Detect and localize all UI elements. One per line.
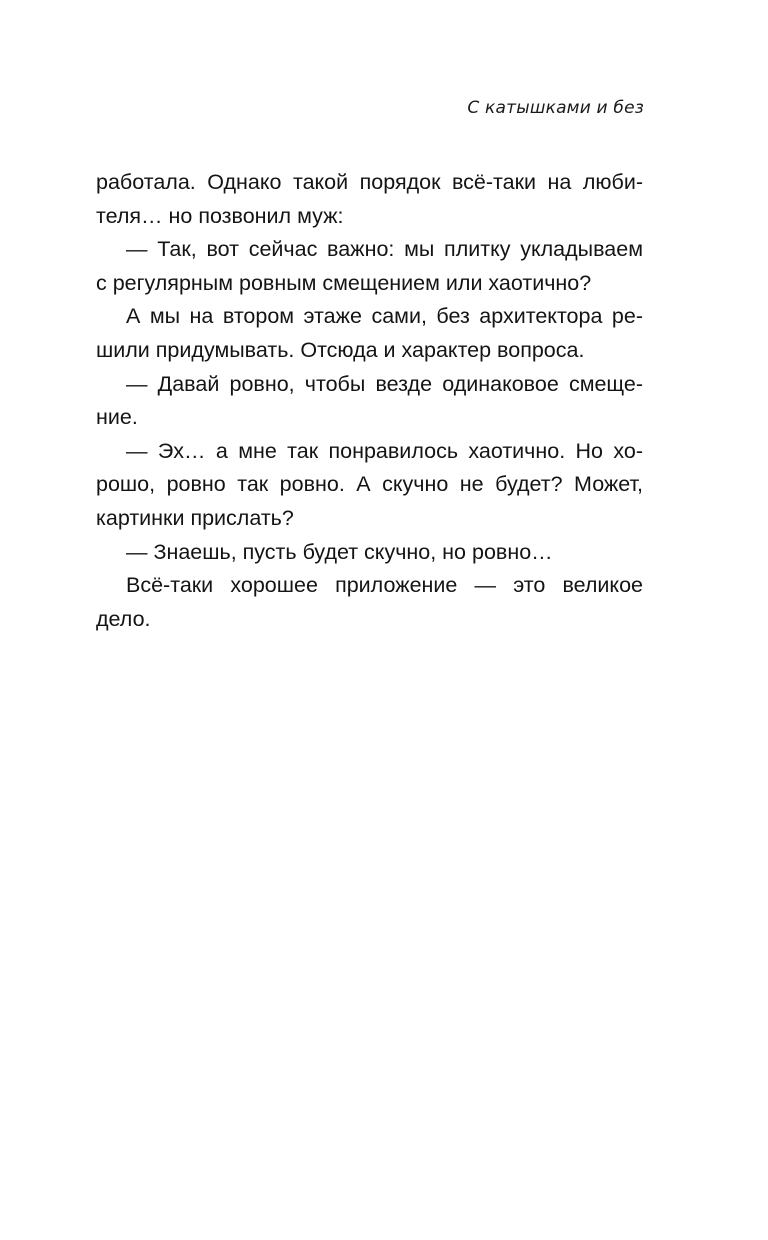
text-line: рошо, ровно так ровно. А скучно не будет? Может, (96, 472, 643, 497)
text-line: Всё-таки хорошее приложение — это великое (126, 573, 643, 598)
text-line: с регулярным ровным смещением или хаотично? (96, 270, 592, 295)
text-line: А мы на втором этаже сами, без архитектора ре- (126, 304, 643, 329)
running-header: С катышками и без (467, 98, 644, 118)
text-line: — Так, вот сейчас важно: мы плитку укладываем (126, 237, 643, 262)
text-line: — Эх… а мне так понравилось хаотично. Но хо- (126, 438, 643, 463)
text-line: дело. (96, 606, 151, 631)
text-line: теля… но позвонил муж: (96, 203, 344, 228)
text-line: — Знаешь, пусть будет скучно, но ровно… (126, 539, 553, 564)
text-line: — Давай ровно, чтобы везде одинаковое смеще- (126, 371, 643, 396)
text-line: работала. Однако такой порядок всё-таки на люби- (96, 170, 643, 194)
text-line: шили придумывать. Отсюда и характер вопроса. (96, 337, 585, 362)
text-line: картинки прислать? (96, 505, 294, 530)
body-text (96, 166, 643, 636)
text-line: ние. (96, 405, 138, 430)
